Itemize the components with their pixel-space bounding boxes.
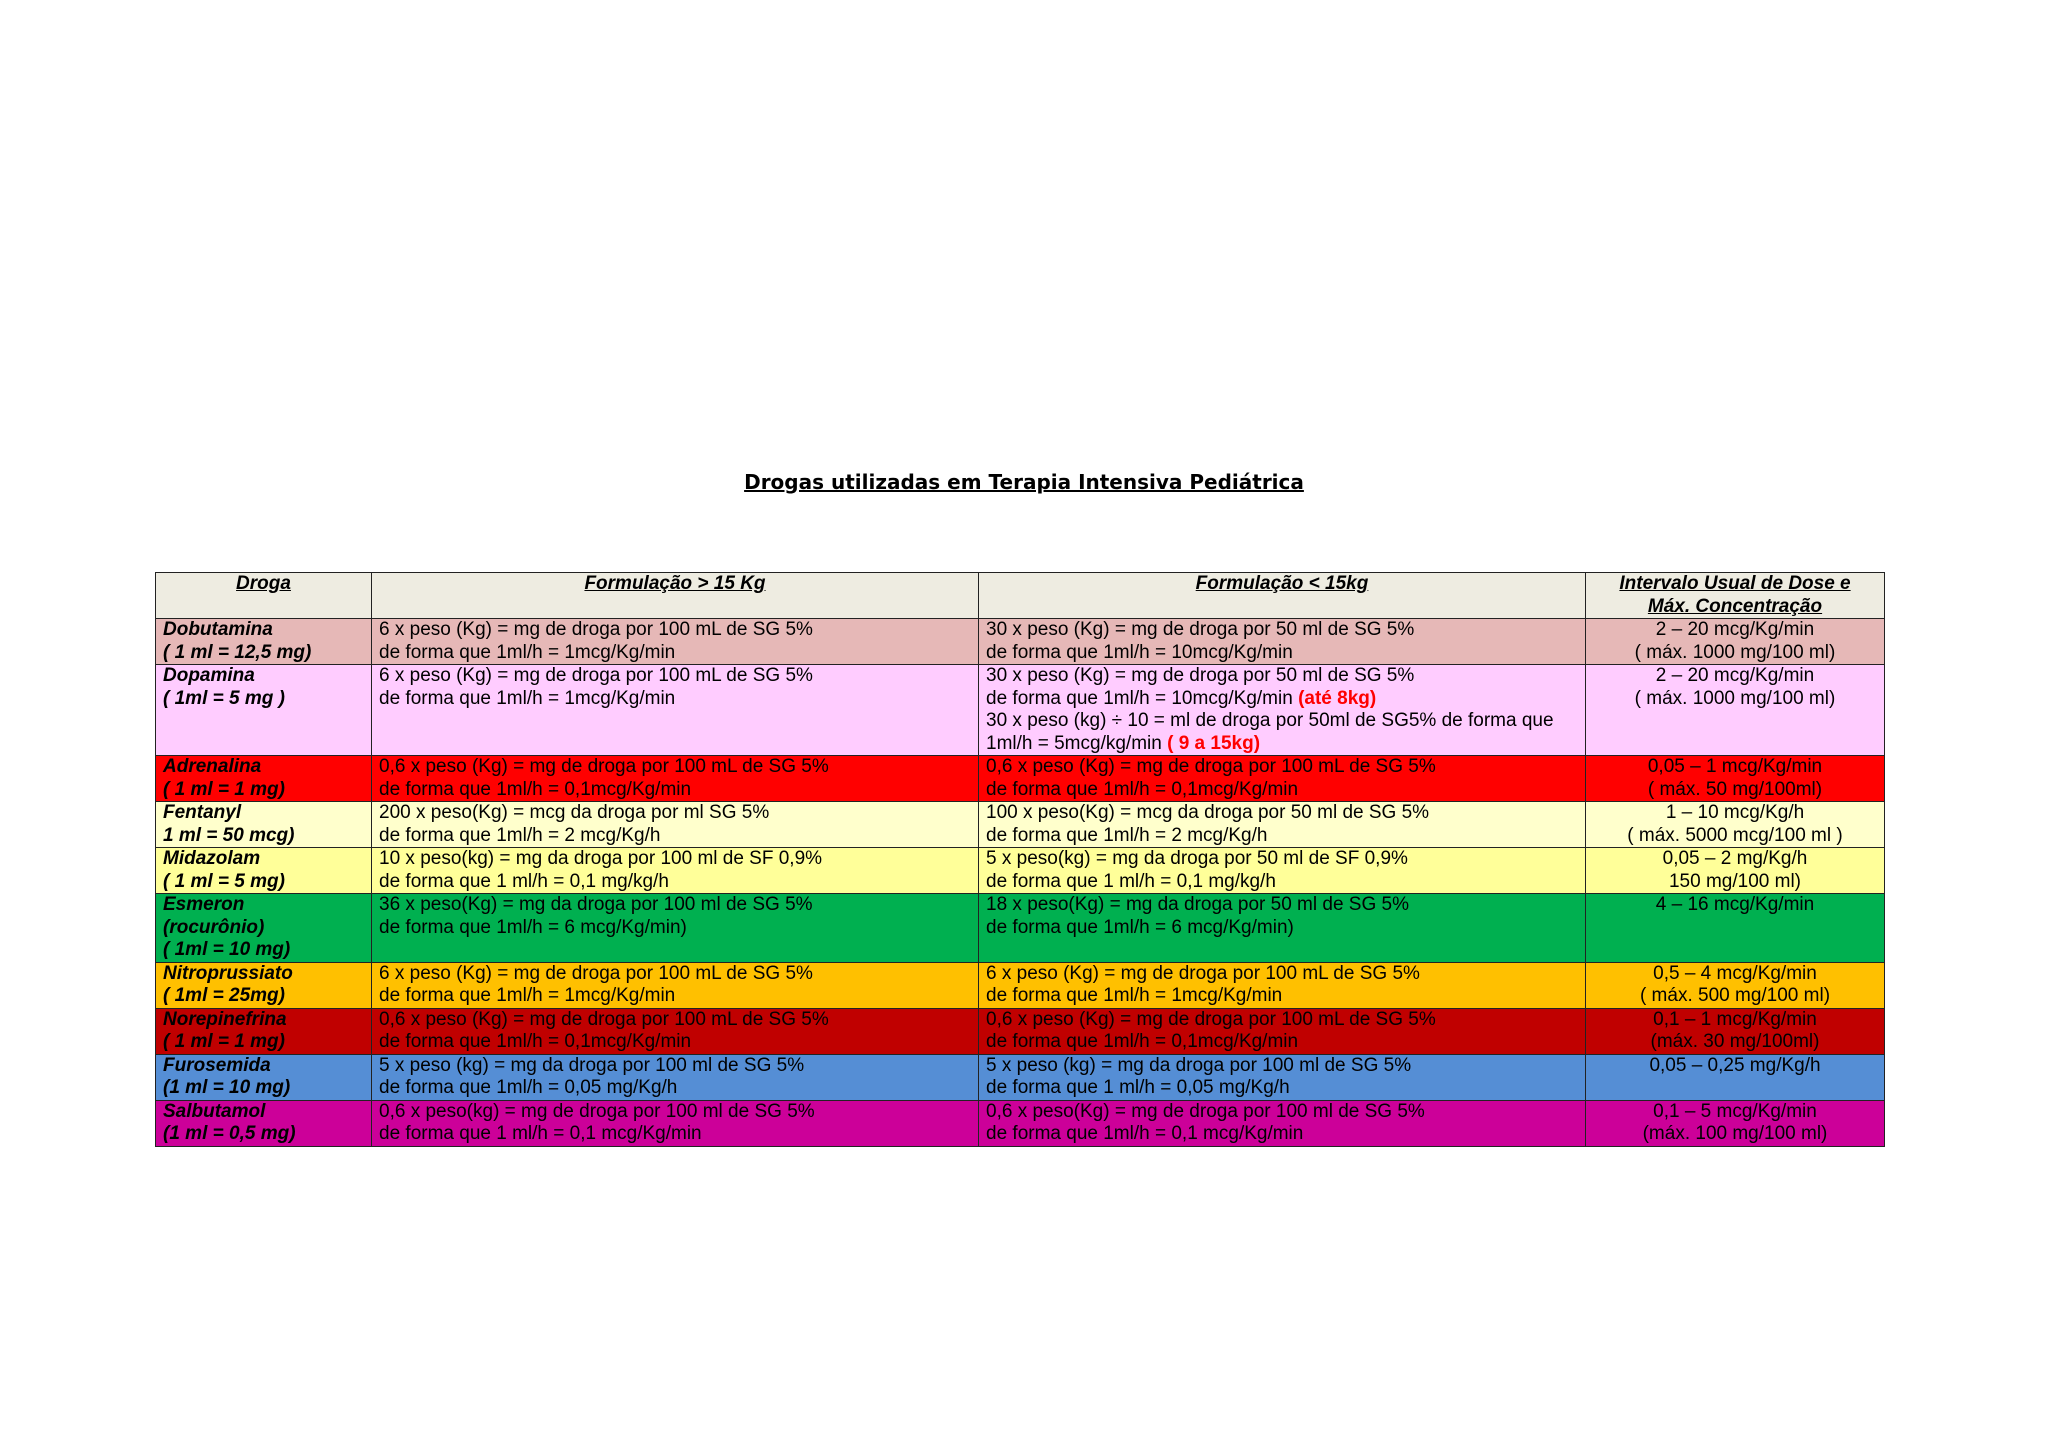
document-title: Drogas utilizadas em Terapia Intensiva Pediátrica [744,470,1304,494]
table-row-fentanyl [156,802,1885,848]
formulation-over-15kg-cell [372,756,979,802]
formulation-line: de forma que 1ml/h = 0,05 mg/Kg/h [379,1077,678,1098]
table-row-midazolam [156,848,1885,894]
drug-name: Norepinefrina [163,1008,287,1030]
formulation-under-15kg-cell [979,1008,1586,1054]
drug-name: Dobutamina [163,619,273,640]
header-drug: Droga [156,573,372,619]
dose-range-cell [1586,1100,1885,1146]
drug-name: Dopamina [163,665,255,686]
formulation-line: 6 x peso (Kg) = mg de droga por 100 mL de SG 5% [379,665,813,686]
formulation-line: de forma que 1 ml/h = 0,1 mg/kg/h [379,870,669,892]
drug-name-cell [156,619,372,665]
max-concentration: 150 mg/100 ml) [1668,870,1801,892]
formulation-over-15kg-cell [372,802,979,848]
formulation-line: 6 x peso (Kg) = mg de droga por 100 mL de SG 5% [379,962,813,984]
formulation-line: 30 x peso (Kg) = mg de droga por 50 ml de SG 5% [986,619,1415,640]
drug-generic-name: (rocurônio) [163,916,265,938]
formulation-over-15kg-cell [372,1008,979,1054]
formulation-over-15kg-cell [372,894,979,963]
formulation-line: 0,6 x peso(Kg) = mg de droga por 100 ml de SG 5% [986,1100,1425,1122]
dose-range: 0,5 – 4 mcg/Kg/min [1653,962,1817,984]
drug-name-cell [156,665,372,756]
formulation-under-15kg-cell [979,894,1586,963]
max-concentration: ( máx. 1000 mg/100 ml) [1634,687,1836,709]
formulation-under-15kg-cell [979,619,1586,665]
formulation-line: 0,6 x peso (Kg) = mg de droga por 100 mL de SG 5% [986,1008,1436,1030]
drug-name: Nitroprussiato [163,962,293,984]
drug-name-cell [156,894,372,963]
formulation-line [986,688,1578,711]
dose-range: 1 – 10 mcg/Kg/h [1665,802,1805,823]
dose-range: 0,1 – 5 mcg/Kg/min [1653,1100,1817,1122]
dose-range: 0,05 – 1 mcg/Kg/min [1647,756,1823,777]
table-row-norepinefrina [156,1008,1885,1054]
formulation-line: de forma que 1ml/h = 1mcg/Kg/min [986,985,1283,1006]
formulation-under-15kg-cell [979,1054,1586,1100]
dose-range-cell [1586,665,1885,756]
dose-range-cell [1586,756,1885,802]
header-dose-range [1586,573,1885,619]
formulation-line: 0,6 x peso (Kg) = mg de droga por 100 mL de SG 5% [379,756,829,777]
table-row-nitroprussiato [156,962,1885,1008]
formulation-line: de forma que 1ml/h = 0,1mcg/Kg/min [986,778,1299,800]
drug-concentration: ( 1 ml = 1 mg) [163,778,285,800]
max-concentration: ( máx. 50 mg/100ml) [1647,778,1823,800]
table-header-row [156,573,1885,619]
formulation-over-15kg-cell [372,962,979,1008]
header-formulation-under-15kg: Formulação < 15kg [979,573,1586,619]
header-dose-line2: Máx. Concentração [1647,595,1823,617]
max-concentration: ( máx. 1000 mg/100 ml) [1634,641,1836,663]
drug-table [155,572,1885,1147]
formulation-line: 0,6 x peso (Kg) = mg de droga por 100 mL de SG 5% [986,756,1436,777]
drug-name-cell [156,848,372,894]
formulation-line: de forma que 1ml/h = 0,1mcg/Kg/min [986,1031,1299,1052]
drug-name-cell [156,802,372,848]
formulation-under-15kg-cell [979,756,1586,802]
dose-range-cell [1586,848,1885,894]
formulation-line: 36 x peso(Kg) = mg da droga por 100 ml de SG 5% [379,894,813,915]
drug-name-cell [156,1100,372,1146]
formulation-line: de forma que 1 ml/h = 0,1 mcg/Kg/min [379,1123,702,1144]
formulation-line: 0,6 x peso (Kg) = mg de droga por 100 mL de SG 5% [379,1008,829,1030]
drug-name: Fentanyl [163,802,242,823]
drug-name: Midazolam [163,848,261,869]
max-concentration: (máx. 30 mg/100ml) [1650,1031,1820,1052]
formulation-line: 30 x peso (Kg) = mg de droga por 50 ml de SG 5% [986,665,1415,686]
formulation-line: de forma que 1ml/h = 0,1mcg/Kg/min [379,778,692,800]
dose-range: 2 – 20 mcg/Kg/min [1655,619,1815,640]
dose-range-cell [1586,1054,1885,1100]
table-row-dopamina [156,665,1885,756]
drug-concentration: ( 1 ml = 12,5 mg) [163,641,312,663]
formulation-under-15kg-cell [979,962,1586,1008]
formulation-line: de forma que 1ml/h = 0,1 mcg/Kg/min [986,1123,1304,1144]
dose-range: 4 – 16 mcg/Kg/min [1655,894,1815,915]
formulation-line: 6 x peso (Kg) = mg de droga por 100 mL de SG 5% [379,619,813,640]
table-row-furosemida [156,1054,1885,1100]
dose-range-cell [1586,1008,1885,1054]
drug-name: Furosemida [163,1054,271,1076]
drug-name-cell [156,756,372,802]
formulation-line [986,710,1578,755]
max-concentration: ( máx. 500 mg/100 ml) [1639,985,1831,1006]
drug-concentration: ( 1ml = 5 mg ) [163,687,285,709]
formulation-line: 10 x peso(kg) = mg da droga por 100 ml de SF 0,9% [379,848,823,869]
formulation-under-15kg-cell [979,802,1586,848]
weight-range-note: ( 9 a 15kg) [1167,732,1261,754]
drug-name: Esmeron [163,894,245,915]
formulation-line: de forma que 1 ml/h = 0,1 mg/kg/h [986,870,1276,892]
formulation-line: 5 x peso (kg) = mg da droga por 100 ml de SG 5% [986,1054,1412,1076]
dose-range-cell [1586,619,1885,665]
dose-range-cell [1586,894,1885,963]
max-concentration: (máx. 100 mg/100 ml) [1642,1123,1828,1144]
formulation-line: de forma que 1ml/h = 0,1mcg/Kg/min [379,1031,692,1052]
formulation-over-15kg-cell [372,848,979,894]
formulation-over-15kg-cell [372,1100,979,1146]
drug-concentration: ( 1 ml = 1 mg) [163,1031,285,1052]
formulation-line: 100 x peso(Kg) = mcg da droga por 50 ml de SG 5% [986,802,1430,823]
drug-name: Adrenalina [163,756,262,777]
header-dose-line1: Intervalo Usual de Dose e [1619,573,1851,594]
dose-range-cell [1586,802,1885,848]
dose-range: 2 – 20 mcg/Kg/min [1655,665,1815,686]
dose-range: 0,05 – 2 mg/Kg/h [1662,848,1808,869]
dose-range: 0,1 – 1 mcg/Kg/min [1653,1008,1817,1030]
formulation-line: 0,6 x peso(kg) = mg de droga por 100 ml de SG 5% [379,1100,815,1122]
formulation-line: 5 x peso(kg) = mg da droga por 50 ml de SF 0,9% [986,848,1408,869]
formulation-line: de forma que 1ml/h = 2 mcg/Kg/h [986,824,1268,846]
drug-concentration: (1 ml = 0,5 mg) [163,1123,296,1144]
drug-concentration: (1 ml = 10 mg) [163,1077,291,1098]
drug-name-cell [156,1008,372,1054]
formulation-text: 30 x peso (kg) ÷ 10 = ml de droga por 50ml de SG5% de forma que 1ml/h = 5mcg/kg/min [986,710,1554,754]
drug-concentration: ( 1ml = 25mg) [163,985,285,1006]
formulation-over-15kg-cell [372,665,979,756]
dose-range-cell [1586,962,1885,1008]
formulation-over-15kg-cell [372,619,979,665]
formulation-line: de forma que 1ml/h = 1mcg/Kg/min [379,641,676,663]
dose-range: 0,05 – 0,25 mg/Kg/h [1649,1054,1821,1076]
max-concentration: ( máx. 5000 mcg/100 ml ) [1627,824,1843,846]
formulation-under-15kg-cell [979,848,1586,894]
drug-name-cell [156,962,372,1008]
formulation-under-15kg-cell [979,665,1586,756]
drug-name: Salbutamol [163,1100,266,1122]
formulation-line: 5 x peso (kg) = mg da droga por 100 ml de SG 5% [379,1054,805,1076]
table-row-salbutamol [156,1100,1885,1146]
formulation-over-15kg-cell [372,1054,979,1100]
weight-range-note: (até 8kg) [1298,687,1377,709]
formulation-line: de forma que 1ml/h = 2 mcg/Kg/h [379,824,661,846]
table-row-esmeron [156,894,1885,963]
formulation-under-15kg-cell [979,1100,1586,1146]
formulation-line: de forma que 1ml/h = 6 mcg/Kg/min) [379,916,687,938]
formulation-line: de forma que 1ml/h = 10mcg/Kg/min [986,641,1293,663]
drug-concentration: 1 ml = 50 mcg) [163,824,295,846]
formulation-line: 18 x peso(Kg) = mg da droga por 50 ml de SG 5% [986,894,1409,915]
drug-concentration: ( 1ml = 10 mg) [163,939,291,960]
formulation-line: 6 x peso (Kg) = mg de droga por 100 mL de SG 5% [986,962,1420,984]
formulation-line: de forma que 1ml/h = 1mcg/Kg/min [379,687,676,709]
formulation-text: de forma que 1ml/h = 10mcg/Kg/min [986,687,1293,709]
drug-concentration: ( 1 ml = 5 mg) [163,870,285,892]
formulation-line: de forma que 1ml/h = 6 mcg/Kg/min) [986,916,1294,938]
formulation-line: de forma que 1 ml/h = 0,05 mg/Kg/h [986,1077,1290,1098]
drug-name-cell [156,1054,372,1100]
table-row-adrenalina [156,756,1885,802]
header-formulation-over-15kg: Formulação > 15 Kg [372,573,979,619]
formulation-line: 200 x peso(Kg) = mcg da droga por ml SG 5% [379,802,770,823]
table-row-dobutamina [156,619,1885,665]
formulation-line: de forma que 1ml/h = 1mcg/Kg/min [379,985,676,1006]
